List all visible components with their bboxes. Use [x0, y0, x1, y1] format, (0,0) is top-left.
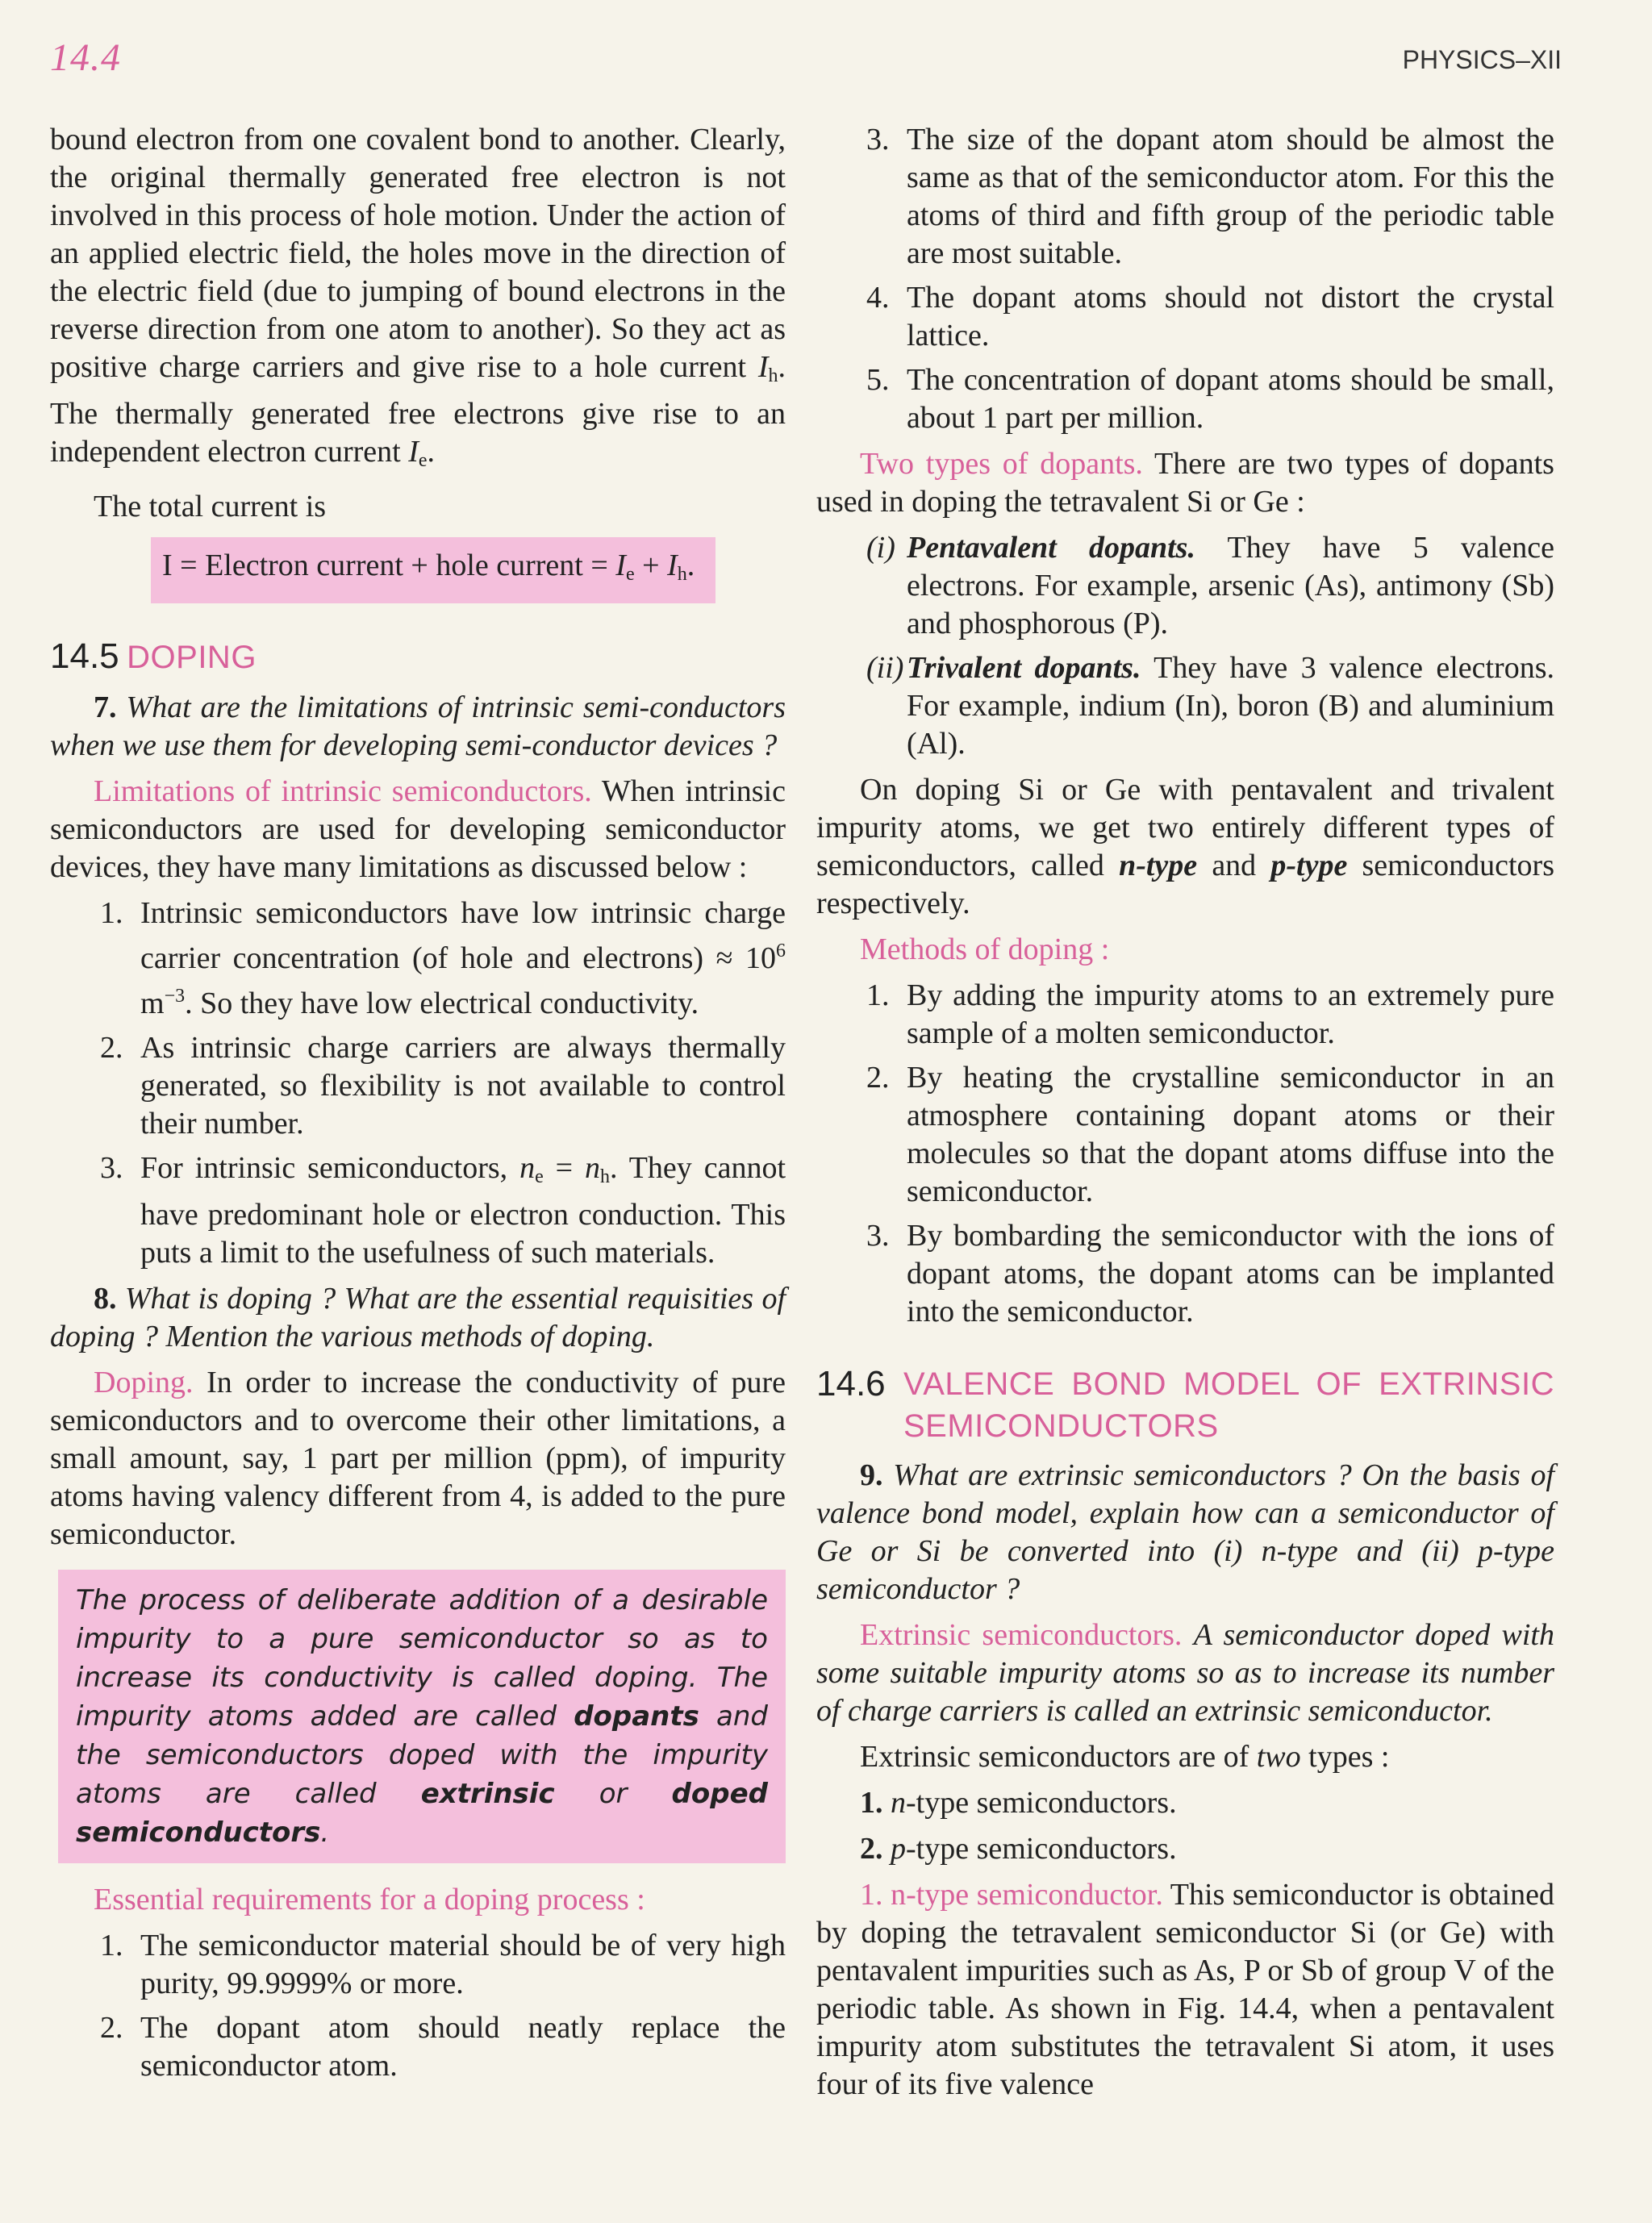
total-current-text: The total current is — [94, 490, 327, 523]
left-column — [50, 121, 786, 2093]
methods-list — [816, 977, 1554, 1331]
doping-definition-box: The process of deliberate addition of a desirable impurity to a pure semiconductor so as to increase its conductivity is called doping. The impurity atoms added are called dopants and the semiconductors doped with the impurity atoms are called extrinsic or doped semiconductors. — [58, 1570, 786, 1863]
dopant-types-paragraph: Two types of dopants. There are two types of dopants used in doping the tetravalent Si or Ge : — [816, 447, 1554, 519]
list-item: 1. The semiconductor material should be of very high purity, 99.9999% or more. — [100, 1929, 786, 2000]
limitations-paragraph: Limitations of intrinsic semiconductors. When intrinsic semiconductors are used for developing semiconductor devices, they have many limitations as discussed below : — [50, 774, 786, 884]
dopant-types-list — [816, 529, 1554, 763]
question-7: 7. What are the limitations of intrinsic semi-conductors when we use them for developing semi-conductor devices ? — [50, 690, 786, 762]
section-heading-valence-bond-model: 14.6 VALENCE BOND MODEL OF EXTRINSIC SEMICONDUCTORS — [816, 1364, 1554, 1444]
list-item: 2. By heating the crystalline semiconductor in an atmosphere containing dopant atoms or their molecules so that the dopant atoms diffuse into the semiconductor. — [866, 1061, 1554, 1208]
list-item: 3. The size of the dopant atom should be almost the same as that of the semiconductor atom. For this the atoms of third and fifth group of the periodic table are most suitable. — [866, 123, 1554, 270]
type-1-line: 1. n-type semiconductors. — [860, 1786, 1177, 1820]
limitations-list — [50, 895, 786, 1272]
extrinsic-types-text: Extrinsic semiconductors are of two types : — [860, 1740, 1390, 1774]
hole-current-paragraph: bound electron from one covalent bond to another. Clearly, the original thermally generated free electron is not involved in this process of hole motion. Under the action of an applied electric field, the holes move in the direction of the electric field (due to jumping of bound electrons in the reverse direction from one atom to another). So they act as positive charge carriers and give rise to a hole current $I_h$. The thermally generated free electrons give rise to an independent electron current $I_e$. — [50, 123, 786, 471]
methods-heading: Methods of doping : — [860, 932, 1110, 966]
type-2-line: 2. p-type semiconductors. — [860, 1832, 1177, 1866]
page-number: 14.4 — [50, 36, 121, 79]
list-item: 2. The dopant atom should neatly replace the semiconductor atom. — [100, 2011, 786, 2083]
extrinsic-definition-paragraph: Extrinsic semiconductors. A semiconductor doped with some suitable impurity atoms so as to increase its number of charge carriers is called an extrinsic semiconductor. — [816, 1618, 1554, 1728]
right-column — [816, 121, 1554, 2112]
requirements-heading: Essential requirements for a doping process : — [94, 1883, 645, 1916]
list-item: (ii) Trivalent dopants. They have 3 valence electrons. For example, indium (In), boron (B) and aluminium (Al). — [866, 651, 1554, 761]
requirements-list — [50, 1927, 786, 2085]
requirements-list-continued — [816, 121, 1554, 437]
list-item: 5. The concentration of dopant atoms should be small, about 1 part per million. — [866, 363, 1554, 435]
book-title: PHYSICS–XII — [1402, 45, 1562, 74]
n-type-paragraph: 1. n-type semiconductor. This semiconductor is obtained by doping the tetravalent semiconductor Si (or Ge) with pentavalent impurities such as As, P or Sb of group V of the periodic table. As shown in Fig. 14.4, when a pentavalent impurity atom substitutes the tetravalent Si atom, it uses four of its five valence — [816, 1878, 1554, 2101]
section-heading-doping: 14.5 DOPING — [50, 636, 257, 676]
list-item: 3. For intrinsic semiconductors, $n_e = n_h$. They cannot have predominant hole or electron conduction. This puts a limit to the usefulness of such materials. — [100, 1151, 786, 1270]
list-item: 1. By adding the impurity atoms to an extremely pure sample of a molten semiconductor. — [866, 978, 1554, 1050]
doping-paragraph: Doping. In order to increase the conductivity of pure semiconductors and to overcome their other limitations, a small amount, say, 1 part per million (ppm), of impurity atoms having valency different from 4, is added to the pure semiconductor. — [50, 1366, 786, 1551]
doping-types-paragraph: On doping Si or Ge with pentavalent and trivalent impurity atoms, we get two entirely different types of semiconductors, called n-type and p-type semiconductors respectively. — [816, 773, 1554, 920]
total-current-equation: I = Electron current + hole current = $I_e + I_h$. — [151, 537, 715, 603]
list-item: 3. By bombarding the semiconductor with the ions of dopant atoms, the dopant atoms can be implanted into the semiconductor. — [866, 1219, 1554, 1328]
question-9: 9. What are extrinsic semiconductors ? On the basis of valence bond model, explain how can a semiconductor of Ge or Si be converted into (i) n-type and (ii) p-type semiconductor ? — [816, 1458, 1554, 1606]
list-item: 4. The dopant atoms should not distort the crystal lattice. — [866, 281, 1554, 352]
list-item: (i) Pentavalent dopants. They have 5 valence electrons. For example, arsenic (As), antimony (Sb) and phosphorous (P). — [866, 531, 1554, 640]
list-item: 2. As intrinsic charge carriers are always thermally generated, so flexibility is not available to control their number. — [100, 1031, 786, 1141]
list-item: 1. Intrinsic semiconductors have low intrinsic charge carrier concentration (of hole and electrons) ≈ $10^6$ $m^{-3}$. So they have low electrical conductivity. — [100, 896, 786, 1020]
question-8: 8. What is doping ? What are the essential requisities of doping ? Mention the various methods of doping. — [50, 1282, 786, 1353]
